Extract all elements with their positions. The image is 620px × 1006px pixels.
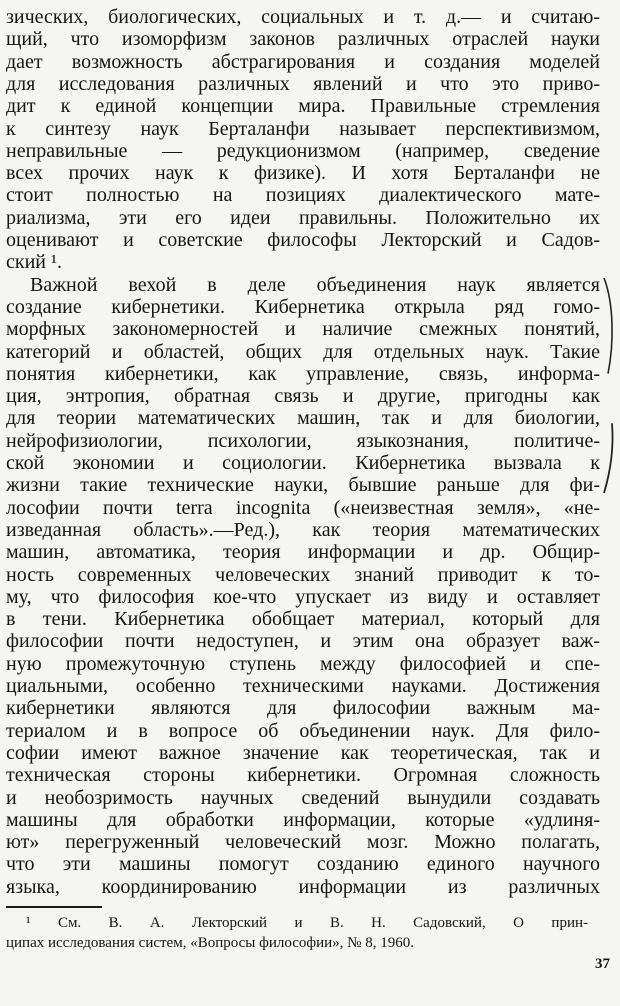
text-line: териалом и в вопросе об объединении наук. Для фило- [6,719,600,742]
text-line: для теории математических машин, так и для биологии, [6,407,600,430]
text-line: зических, биологических, социальных и т. д.— и считаю- [6,6,600,28]
footnote-line: ципах исследования систем, «Вопросы философии», № 8, 1960. [6,935,414,951]
text-line: ную промежуточную ступень между философией и спе- [6,652,600,675]
text-line: ность современных человеческих знаний приводит к то- [6,563,600,586]
text-line: и необозримость научных сведений вынудили создавать [6,786,600,809]
text-line: щий, что изоморфизм законов различных отраслей науки [6,28,600,51]
text-line: создание кибернетики. Кибернетика открыла ряд гомо- [6,295,600,318]
text-line: ский ¹. [6,251,62,274]
text-line: лософии почти terra incognita («неизвестная земля», «не- [6,496,600,519]
text-line: морфных закономерностей и наличие смежных понятий, [6,318,600,341]
text-line: ция, энтропия, обратная связь и другие, пригодны как [6,385,600,408]
text-line: машины для обработки информации, которые «удлиня- [6,808,600,831]
text-line: машин, автоматика, теория информации и др. Общир- [6,541,600,564]
text-line: риализма, эти его идеи правильны. Положительно их [6,206,600,229]
text-line: ют» перегруженный человеческий мозг. Можно полагать, [6,831,600,854]
text-line: дает возможность абстрагирования и создания моделей [6,50,600,73]
text-line: к синтезу наук Берталанфи называет перспективизмом, [6,117,600,140]
text-line: философии почти недоступен, и этим она образует важ- [6,630,600,653]
text-line: нейрофизиологии, психологии, языкознания, политиче- [6,429,600,452]
text-line: техническая стороны кибернетики. Огромная сложность [6,764,600,787]
text-line: языка, координированию информации из различных [6,875,600,898]
text-line: Важной вехой в деле объединения наук является [30,273,600,296]
text-line: дит к единой концепции мира. Правильные стремления [6,95,600,118]
text-line: му, что философия кое-что упускает из виду и оставляет [6,585,600,608]
text-line: понятия кибернетики, как управление, связь, информа- [6,362,600,385]
text-line: стоит полностью на позициях диалектического мате- [6,184,600,207]
text-line: что эти машины помогут созданию единого научного [6,853,600,876]
margin-bracket-mark [602,274,618,497]
footnote-line: ¹ См. В. А. Лекторский и В. Н. Садовский, О прин- [26,915,588,931]
page-number: 37 [595,956,610,972]
text-line: в тени. Кибернетика обобщает материал, который для [6,608,600,631]
text-line: кибернетики являются для философии важным ма- [6,697,600,720]
text-line: неправильные — редукционизмом (например, сведение [6,139,600,162]
footnote-rule [6,906,102,908]
text-line: софии имеют важное значение как теоретическая, так и [6,741,600,764]
text-line: циальными, особенно техническими науками. Достижения [6,675,600,697]
text-line: изведанная область».—Ред.), как теория математических [6,518,600,541]
text-line: ской экономии и социологии. Кибернетика вызвала к [6,452,600,474]
text-line: оценивают и советские философы Лекторский и Садов- [6,229,600,251]
text-line: для исследования различных явлений и что это приво- [6,72,600,95]
text-line: жизни такие технические науки, бывшие раньше для фи- [6,474,600,497]
text-line: всех прочих наук к физике). И хотя Берталанфи не [6,162,600,185]
text-line: категорий и областей, общих для отдельных наук. Такие [6,340,600,363]
